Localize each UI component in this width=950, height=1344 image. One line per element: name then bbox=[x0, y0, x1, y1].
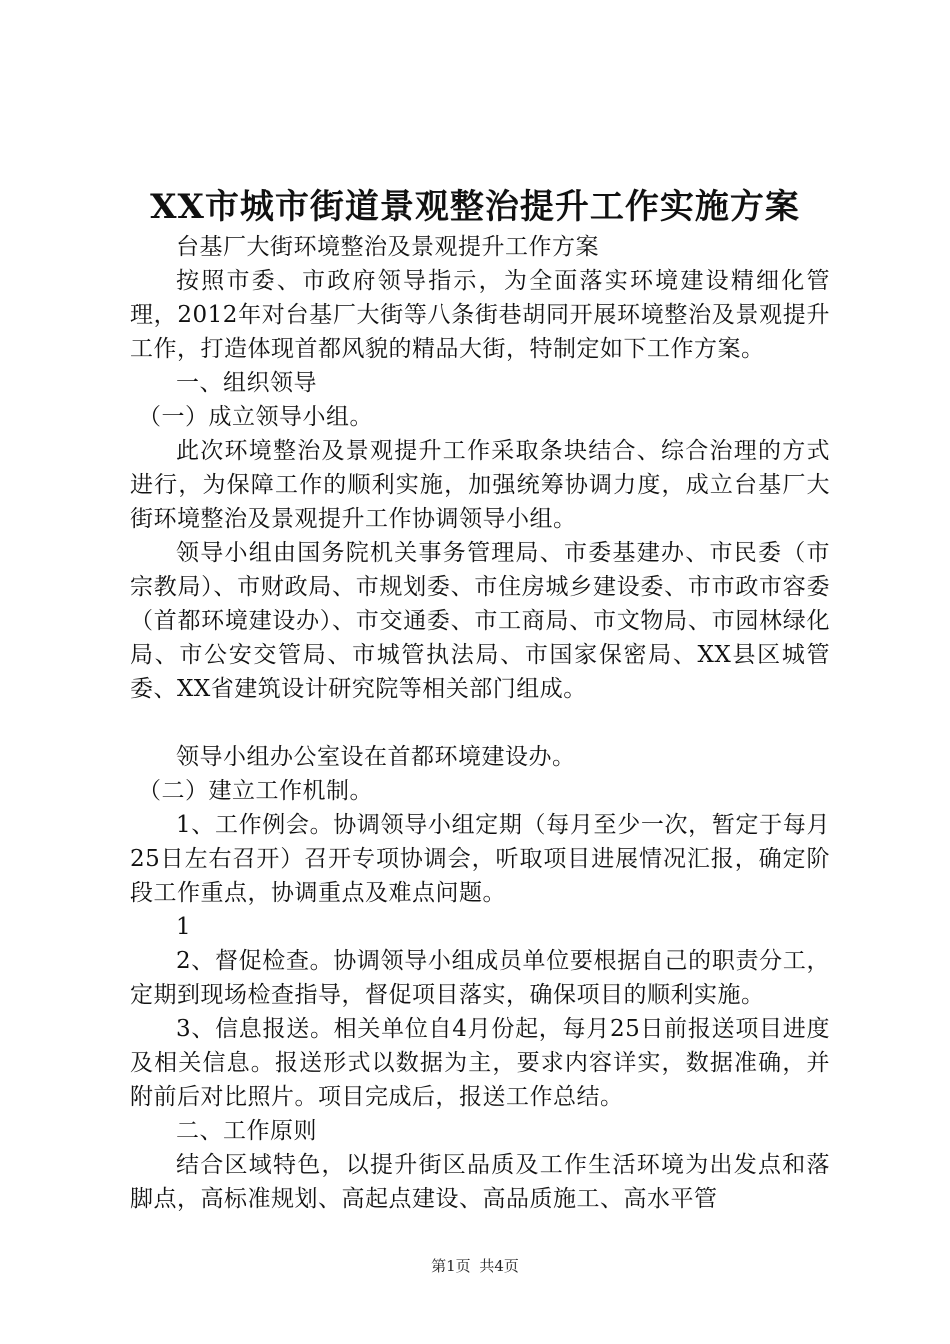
subtitle-paragraph: 台基厂大街环境整治及景观提升工作方案 bbox=[176, 234, 599, 260]
document-title: XX市城市街道景观整治提升工作实施方案 bbox=[150, 187, 800, 227]
paragraph-principles: 结合区域特色，以提升街区品质及工作生活环境为出发点和落脚点，高标准规划、高起点建设、高品质施工、高水平管 bbox=[130, 1152, 830, 1212]
subsection-heading-leadership-group: （一）成立领导小组。 bbox=[138, 404, 374, 430]
page-number-label: 第1页 bbox=[431, 1257, 471, 1275]
page-total-label: 共4页 bbox=[479, 1257, 519, 1275]
subsection-heading-work-mechanism: （二）建立工作机制。 bbox=[138, 778, 374, 804]
stray-page-number: 1 bbox=[176, 914, 192, 940]
page-footer bbox=[0, 1256, 950, 1276]
paragraph-supervision: 2、督促检查。协调领导小组成员单位要根据自己的职责分工，定期到现场检查指导，督促项目落实，确保项目的顺利实施。 bbox=[130, 948, 830, 1008]
paragraph-leadership-members: 领导小组由国务院机关事务管理局、市委基建办、市民委（市宗教局）、市财政局、市规划委、市住房城乡建设委、市市政市容委（首都环境建设办）、市交通委、市工商局、市文物局、市园林绿化局、市公安交管局、市城管执法局、市国家保密局、XX县区城管委、XX省建筑设计研究院等相关部门组成。 bbox=[130, 540, 830, 702]
section-heading-organization: 一、组织领导 bbox=[176, 370, 317, 396]
paragraph-gap bbox=[130, 706, 830, 740]
paragraph-office-location: 领导小组办公室设在首都环境建设办。 bbox=[176, 744, 576, 770]
paragraph-leadership-purpose: 此次环境整治及景观提升工作采取条块结合、综合治理的方式进行，为保障工作的顺利实施，加强统筹协调力度，成立台基厂大街环境整治及景观提升工作协调领导小组。 bbox=[130, 438, 830, 532]
document-body bbox=[130, 230, 830, 1216]
intro-paragraph: 按照市委、市政府领导指示，为全面落实环境建设精细化管理，2012年对台基厂大街等八条街巷胡同开展环境整治及景观提升工作，打造体现首都风貌的精品大街，特制定如下工作方案。 bbox=[130, 268, 830, 362]
section-heading-principles: 二、工作原则 bbox=[176, 1118, 317, 1144]
paragraph-work-meeting: 1、工作例会。协调领导小组定期（每月至少一次，暂定于每月25日左右召开）召开专项协调会，听取项目进展情况汇报，确定阶段工作重点，协调重点及难点问题。 bbox=[130, 812, 830, 906]
paragraph-information-reporting: 3、信息报送。相关单位自4月份起，每月25日前报送项目进度及相关信息。报送形式以数据为主，要求内容详实，数据准确，并附前后对比照片。项目完成后，报送工作总结。 bbox=[130, 1016, 830, 1110]
